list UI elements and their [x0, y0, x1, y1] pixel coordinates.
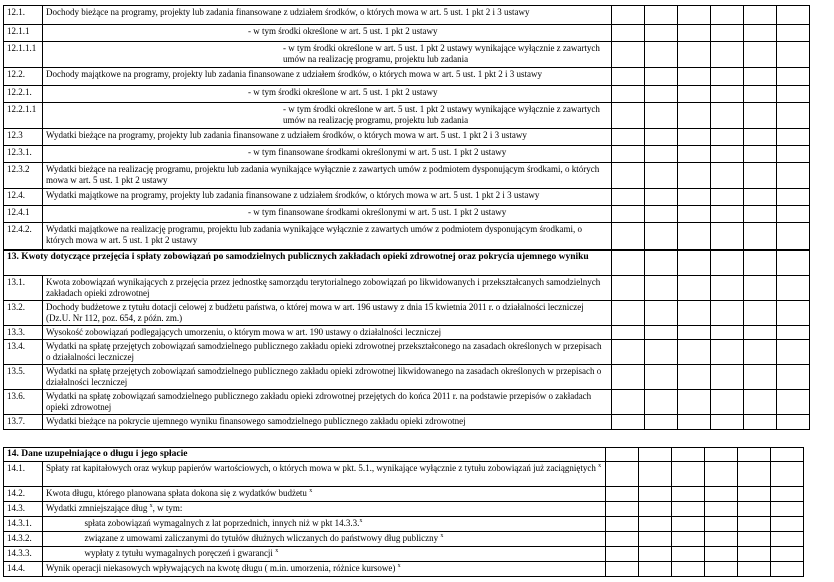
value-cell[interactable]	[645, 415, 678, 430]
table-row	[4, 42, 810, 68]
row-number: 14.4.	[4, 562, 43, 577]
table-row	[4, 532, 804, 547]
row-number: 12.1.1	[4, 25, 43, 42]
value-cell[interactable]	[612, 390, 645, 415]
row-label: Wydatki bieżące na pokrycie ujemnego wyniku finansowego samodzielnego publicznego zakładu opieki zdrowotnej	[43, 415, 612, 430]
table-row	[4, 129, 810, 146]
value-cell[interactable]	[777, 301, 810, 326]
row-number: 12.2.1.1	[4, 103, 43, 129]
row-label: Wydatki na spłatę przejętych zobowiązań samodzielnego publicznego zakładu opieki zdrowotnej przekształconego na zasadach określonych w przepisach o działalności leczniczej	[43, 340, 612, 365]
table-row	[4, 547, 804, 562]
table-row	[4, 223, 810, 250]
value-cell[interactable]	[777, 415, 810, 430]
value-cell[interactable]	[639, 547, 672, 562]
value-cell[interactable]	[678, 129, 711, 146]
table-row	[4, 562, 804, 577]
value-cell[interactable]	[645, 223, 678, 250]
table-row	[4, 390, 810, 415]
value-cell[interactable]	[639, 502, 672, 517]
value-cell[interactable]	[744, 103, 777, 129]
row-number: 12.3	[4, 129, 43, 146]
value-cell[interactable]	[645, 206, 678, 223]
value-cell[interactable]	[645, 163, 678, 189]
value-cell[interactable]	[678, 365, 711, 390]
row-number: 12.3.2	[4, 163, 43, 189]
value-cell[interactable]	[744, 365, 777, 390]
value-cell[interactable]	[645, 86, 678, 103]
value-cell[interactable]	[612, 25, 645, 42]
value-cell[interactable]	[777, 365, 810, 390]
row-number: 13.1.	[4, 276, 43, 301]
footnote-marker: x	[359, 518, 363, 524]
value-cell[interactable]	[711, 103, 744, 129]
value-cell[interactable]	[705, 517, 738, 532]
value-cell[interactable]	[705, 562, 738, 577]
row-label: - w tym finansowane środkami określonymi w art. 5 ust. 1 pkt 2 ustawy	[43, 206, 612, 223]
value-cell[interactable]	[711, 365, 744, 390]
value-cell[interactable]	[678, 415, 711, 430]
value-cell[interactable]	[744, 189, 777, 206]
row-label-suffix: , w tym:	[152, 503, 183, 513]
value-cell[interactable]	[672, 532, 705, 547]
value-cell[interactable]	[639, 517, 672, 532]
value-cell[interactable]	[645, 301, 678, 326]
value-cell[interactable]	[744, 223, 777, 250]
row-number: 13.7.	[4, 415, 43, 430]
value-cell[interactable]	[777, 68, 810, 86]
value-cell[interactable]	[645, 129, 678, 146]
value-cell[interactable]	[645, 365, 678, 390]
value-cell[interactable]	[711, 326, 744, 340]
footnote-marker: x	[440, 533, 444, 539]
row-label: - w tym środki określone w art. 5 ust. 1 pkt 2 ustawy wynikające wyłącznie z zawartych umów na realizację programu, projektu lub zadania	[43, 103, 612, 129]
value-cell[interactable]	[711, 42, 744, 68]
table-row	[4, 340, 810, 365]
row-number: 14.2.	[4, 487, 43, 502]
row-label	[82, 532, 606, 547]
value-cell[interactable]	[771, 487, 804, 502]
value-cell[interactable]	[777, 223, 810, 250]
value-cell[interactable]	[645, 68, 678, 86]
section-title: 14. Dane uzupełniające o długu i jego spłacie	[4, 448, 606, 462]
value-cell[interactable]	[738, 502, 771, 517]
row-number: 14.1.	[4, 462, 43, 487]
row-label: Dochody majątkowe na programy, projekty lub zadania finansowane z udziałem środków, o których mowa w art. 5 ust. 1 pkt 2 i 3 ustawy	[43, 68, 612, 86]
value-cell[interactable]	[678, 340, 711, 365]
value-cell[interactable]	[711, 163, 744, 189]
value-cell[interactable]	[738, 532, 771, 547]
row-number: 14.3.3.	[4, 547, 43, 562]
table-row	[4, 146, 810, 163]
value-cell[interactable]	[744, 276, 777, 301]
value-cell[interactable]	[672, 462, 705, 487]
value-cell[interactable]	[612, 6, 645, 25]
value-cell[interactable]	[678, 42, 711, 68]
value-cell[interactable]	[711, 146, 744, 163]
value-cell[interactable]	[606, 487, 639, 502]
section-title: 13. Kwoty dotyczące przejęcia i spłaty zobowiązań po samodzielnych publicznych zakładach opieki zdrowotnej oraz pokrycia ujemnego wyniku	[4, 251, 612, 276]
row-label: - w tym środki określone w art. 5 ust. 1 pkt 2 ustawy	[43, 86, 612, 103]
value-cell[interactable]	[777, 42, 810, 68]
value-cell[interactable]	[777, 276, 810, 301]
section-header-row	[4, 448, 804, 462]
value-cell[interactable]	[711, 6, 744, 25]
value-cell[interactable]	[612, 86, 645, 103]
table-row	[4, 301, 810, 326]
table-row	[4, 25, 810, 42]
value-cell[interactable]	[645, 276, 678, 301]
value-cell[interactable]	[678, 206, 711, 223]
value-cell[interactable]	[711, 340, 744, 365]
table-row	[4, 86, 810, 103]
value-cell[interactable]	[744, 25, 777, 42]
value-cell[interactable]	[744, 326, 777, 340]
value-cell[interactable]	[711, 415, 744, 430]
table-row	[4, 462, 804, 487]
value-cell[interactable]	[678, 163, 711, 189]
value-cell[interactable]	[606, 462, 639, 487]
value-cell[interactable]	[744, 6, 777, 25]
value-cell[interactable]	[645, 42, 678, 68]
value-cell[interactable]	[711, 25, 744, 42]
row-number: 14.3.1.	[4, 517, 43, 532]
value-cell[interactable]	[612, 326, 645, 340]
value-cell[interactable]	[777, 326, 810, 340]
value-cell[interactable]	[612, 146, 645, 163]
value-cell[interactable]	[711, 189, 744, 206]
table-row	[4, 276, 810, 301]
row-number: 14.3.2.	[4, 532, 43, 547]
value-cell[interactable]	[678, 326, 711, 340]
value-cell[interactable]	[771, 462, 804, 487]
value-cell[interactable]	[771, 502, 804, 517]
row-label	[82, 517, 606, 532]
section-14-table	[3, 447, 804, 577]
value-cell[interactable]	[744, 206, 777, 223]
row-label	[43, 487, 606, 502]
value-cell[interactable]	[711, 301, 744, 326]
row-number: 12.2.1.	[4, 86, 43, 103]
value-cell[interactable]	[744, 390, 777, 415]
table-row	[4, 517, 804, 532]
row-number: 13.5.	[4, 365, 43, 390]
section-13-table	[3, 250, 810, 430]
table-row	[4, 206, 810, 223]
value-cell[interactable]	[744, 415, 777, 430]
row-label: Wydatki na spłatę przejętych zobowiązań samodzielnego publicznego zakładu opieki zdrowotnej likwidowanego na zasadach określonych w przepisach o działalności leczniczej	[43, 365, 612, 390]
row-label: - w tym środki określone w art. 5 ust. 1 pkt 2 ustawy	[43, 25, 612, 42]
value-cell[interactable]	[711, 129, 744, 146]
value-cell[interactable]	[711, 86, 744, 103]
value-cell[interactable]	[606, 517, 639, 532]
value-cell[interactable]	[744, 129, 777, 146]
value-cell[interactable]	[777, 103, 810, 129]
value-cell[interactable]	[612, 103, 645, 129]
row-label	[43, 562, 606, 577]
row-number: 14.3.	[4, 502, 43, 517]
footnote-marker: x	[397, 563, 401, 569]
value-cell[interactable]	[639, 532, 672, 547]
footnote-marker: x	[149, 503, 153, 509]
value-cell[interactable]	[672, 517, 705, 532]
value-cell[interactable]	[672, 547, 705, 562]
value-cell[interactable]	[678, 390, 711, 415]
value-cell[interactable]	[711, 223, 744, 250]
value-cell[interactable]	[744, 86, 777, 103]
value-cell[interactable]	[705, 532, 738, 547]
row-label-text: wypłaty z tytułu wymagalnych poręczeń i gwarancji	[84, 548, 273, 558]
value-cell[interactable]	[771, 547, 804, 562]
value-cell[interactable]	[705, 462, 738, 487]
value-cell[interactable]	[738, 487, 771, 502]
row-number: 12.4.2.	[4, 223, 43, 250]
value-cell[interactable]	[612, 163, 645, 189]
value-cell[interactable]	[678, 223, 711, 250]
table-row	[4, 103, 810, 129]
value-cell[interactable]	[711, 206, 744, 223]
value-cell[interactable]	[678, 103, 711, 129]
value-cell[interactable]	[777, 146, 810, 163]
value-cell[interactable]	[738, 562, 771, 577]
value-cell[interactable]	[777, 390, 810, 415]
value-cell[interactable]	[645, 326, 678, 340]
row-number: 13.2.	[4, 301, 43, 326]
value-cell[interactable]	[612, 276, 645, 301]
table-row	[4, 487, 804, 502]
row-label: Wydatki bieżące na programy, projekty lub zadania finansowane z udziałem środków, o których mowa w art. 5 ust. 1 pkt 2 i 3 ustawy	[43, 129, 612, 146]
table-row	[4, 6, 810, 25]
row-label-text: Spłaty rat kapitałowych oraz wykup papierów wartościowych, o których mowa w pkt. 5.1., wynikające wyłącznie z tytułu zobowiązań już zaciągniętych	[46, 463, 596, 473]
value-cell[interactable]	[738, 547, 771, 562]
value-cell[interactable]	[777, 163, 810, 189]
row-number: 12.1.1.1	[4, 42, 43, 68]
value-cell[interactable]	[606, 547, 639, 562]
row-label	[82, 547, 606, 562]
value-cell[interactable]	[777, 340, 810, 365]
row-label: Wysokość zobowiązań podlegających umorzeniu, o którym mowa w art. 190 ustawy o działalności leczniczej	[43, 326, 612, 340]
row-label: - w tym finansowane środkami określonymi w art. 5 ust. 1 pkt 2 ustawy	[43, 146, 612, 163]
value-cell[interactable]	[744, 146, 777, 163]
value-cell[interactable]	[606, 562, 639, 577]
row-label-text: związane z umowami zaliczanymi do tytułów dłużnych wliczanych do państwowy dług publiczny	[84, 533, 439, 543]
value-cell[interactable]	[744, 340, 777, 365]
row-number: 13.6.	[4, 390, 43, 415]
value-cell[interactable]	[612, 68, 645, 86]
row-number: 12.4.	[4, 189, 43, 206]
value-cell[interactable]	[777, 129, 810, 146]
value-cell[interactable]	[645, 390, 678, 415]
footnote-marker: x	[598, 463, 602, 469]
value-cell[interactable]	[777, 6, 810, 25]
value-cell[interactable]	[672, 502, 705, 517]
value-cell[interactable]	[612, 129, 645, 146]
row-label	[43, 462, 606, 487]
row-number: 12.3.1.	[4, 146, 43, 163]
section-header-row	[4, 251, 810, 276]
value-cell[interactable]	[744, 301, 777, 326]
value-cell[interactable]	[606, 532, 639, 547]
value-cell[interactable]	[771, 562, 804, 577]
value-cell[interactable]	[672, 562, 705, 577]
table-row	[4, 189, 810, 206]
row-number: 12.1.	[4, 6, 43, 25]
value-cell[interactable]	[744, 163, 777, 189]
row-label: Dochody budżetowe z tytułu dotacji celowej z budżetu państwa, o której mowa w art. 196 ustawy z dnia 15 kwietnia 2011 r. o działalności leczniczej (Dz.U. Nr 112, poz. 654, z późn. zm.)	[43, 301, 612, 326]
value-cell[interactable]	[711, 390, 744, 415]
value-cell[interactable]	[645, 146, 678, 163]
value-cell[interactable]	[612, 365, 645, 390]
value-cell[interactable]	[612, 340, 645, 365]
value-cell[interactable]	[639, 487, 672, 502]
footnote-marker: x	[275, 548, 279, 554]
value-cell[interactable]	[777, 86, 810, 103]
value-cell[interactable]	[612, 42, 645, 68]
value-cell[interactable]	[678, 146, 711, 163]
value-cell[interactable]	[639, 562, 672, 577]
value-cell[interactable]	[678, 25, 711, 42]
value-cell[interactable]	[612, 189, 645, 206]
value-cell[interactable]	[771, 517, 804, 532]
table-row	[4, 163, 810, 189]
value-cell[interactable]	[639, 462, 672, 487]
value-cell[interactable]	[612, 206, 645, 223]
value-cell[interactable]	[771, 532, 804, 547]
value-cell[interactable]	[678, 276, 711, 301]
footnote-marker: x	[309, 488, 313, 494]
row-label-text: Kwota długu, którego planowana spłata dokona się z wydatków budżetu	[46, 488, 307, 498]
value-cell[interactable]	[678, 6, 711, 25]
value-cell[interactable]	[777, 189, 810, 206]
value-cell[interactable]	[738, 462, 771, 487]
value-cell[interactable]	[612, 415, 645, 430]
section-12-table	[3, 5, 810, 250]
table-row	[4, 502, 804, 517]
value-cell[interactable]	[612, 223, 645, 250]
row-label: Kwota zobowiązań wynikających z przejęcia przez jednostkę samorządu terytorialnego zobowiązań po likwidowanych i przekształcanych samodzielnych zakładach opieki zdrowotnej	[43, 276, 612, 301]
value-cell[interactable]	[705, 502, 738, 517]
value-cell[interactable]	[738, 517, 771, 532]
row-label: Wydatki majątkowe na realizację programu, projektu lub zadania wynikające wyłącznie z zawartych umów z podmiotem dysponującym środkami, o których mowa w art. 5 ust. 1 pkt 2 ustawy	[43, 223, 612, 250]
table-row	[4, 365, 810, 390]
value-cell[interactable]	[645, 6, 678, 25]
table-row	[4, 68, 810, 86]
value-cell[interactable]	[612, 301, 645, 326]
value-cell[interactable]	[678, 301, 711, 326]
row-label-text: spłata zobowiązań wymagalnych z lat poprzednich, innych niż w pkt 14.3.3.	[84, 518, 360, 528]
row-number: 12.2.	[4, 68, 43, 86]
value-cell[interactable]	[711, 68, 744, 86]
value-cell[interactable]	[672, 487, 705, 502]
value-cell[interactable]	[777, 206, 810, 223]
row-number: 13.3.	[4, 326, 43, 340]
value-cell[interactable]	[606, 502, 639, 517]
row-number: 13.4.	[4, 340, 43, 365]
value-cell[interactable]	[678, 189, 711, 206]
value-cell[interactable]	[705, 547, 738, 562]
table-row	[4, 326, 810, 340]
value-cell[interactable]	[645, 189, 678, 206]
value-cell[interactable]	[678, 68, 711, 86]
row-number: 12.4.1	[4, 206, 43, 223]
table-row	[4, 415, 810, 430]
row-label	[43, 502, 606, 517]
value-cell[interactable]	[744, 42, 777, 68]
value-cell[interactable]	[705, 487, 738, 502]
row-label: Wydatki bieżące na realizację programu, projektu lub zadania wynikające wyłącznie z zawartych umów z podmiotem dysponującym środkami, o których mowa w art. 5 ust. 1 pkt 2 ustawy	[43, 163, 612, 189]
value-cell[interactable]	[645, 103, 678, 129]
value-cell[interactable]	[777, 25, 810, 42]
value-cell[interactable]	[744, 68, 777, 86]
value-cell[interactable]	[645, 340, 678, 365]
row-label: - w tym środki określone w art. 5 ust. 1 pkt 2 ustawy wynikające wyłącznie z zawartych umów na realizację programu, projektu lub zadania	[43, 42, 612, 68]
value-cell[interactable]	[645, 25, 678, 42]
row-label-text: Wynik operacji niekasowych wpływających na kwotę długu ( m.in. umorzenia, różnice kursowe)	[46, 563, 396, 573]
value-cell[interactable]	[711, 276, 744, 301]
row-label: Dochody bieżące na programy, projekty lub zadania finansowane z udziałem środków, o których mowa w art. 5 ust. 1 pkt 2 i 3 ustawy	[43, 6, 612, 25]
row-label-text: Wydatki zmniejszające dług	[46, 503, 148, 513]
row-label: Wydatki majątkowe na programy, projekty lub zadania finansowane z udziałem środków, o których mowa w art. 5 ust. 1 pkt 2 i 3 ustawy	[43, 189, 612, 206]
value-cell[interactable]	[678, 86, 711, 103]
row-label: Wydatki na spłatę zobowiązań samodzielnego publicznego zakładu opieki zdrowotnej przejętych do końca 2011 r. na podstawie przepisów o zakładach opieki zdrowotnej	[43, 390, 612, 415]
